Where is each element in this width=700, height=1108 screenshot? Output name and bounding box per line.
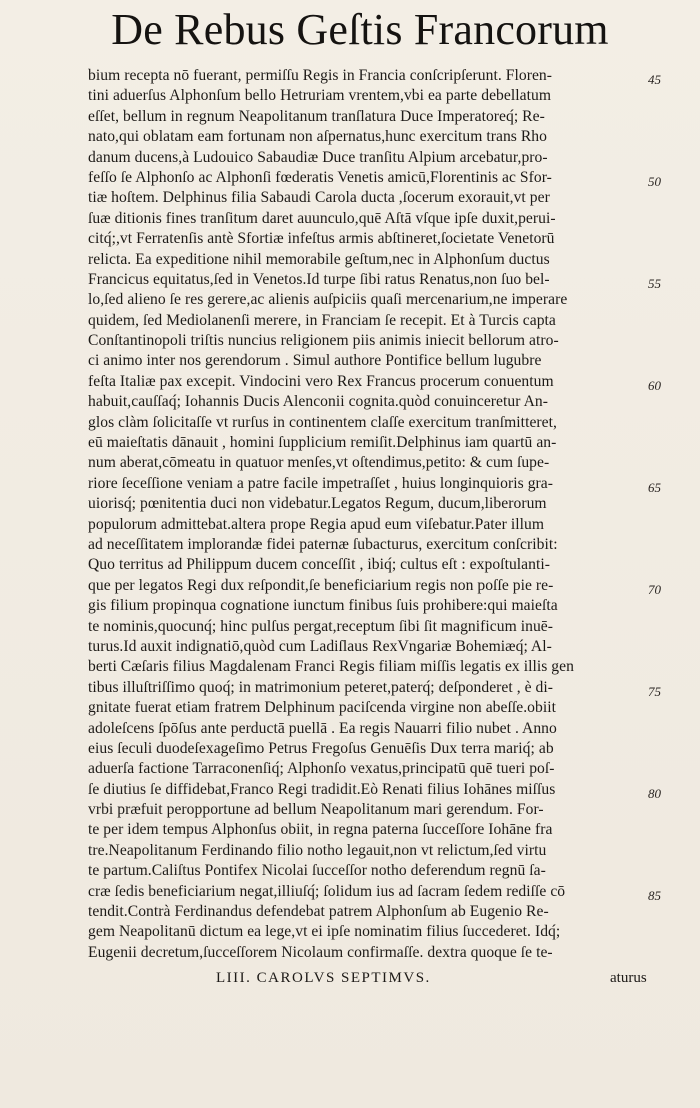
text-line: eū maieſtatis dānauit , homini ſupplicium remiſit.Delphinus iam quartū an- (88, 434, 557, 452)
body-text (88, 66, 654, 963)
margin-number: 45 (648, 72, 661, 87)
text-line: lo,ſed alieno ſe res gerere,ac alienis auſpiciis quaſi mercenarium,ne imperare (88, 291, 568, 309)
text-line: turus.Id auxit indignatiō,quòd cum Ladiſlaus RexVngariæ Bohemiæq́; Al- (88, 637, 552, 655)
text-line: tiæ hoſtem. Delphinus filia Sabaudi Carola ducta ,ſocerum exorauit,vt per (88, 189, 550, 207)
text-line: ſuæ ditionis fines tranſitum daret auunculo,quē Aſtā vſque ipſe duxit,perui- (88, 209, 556, 227)
text-line: Eugenii decretum,ſucceſſorem Nicolaum confirmaſſe. dextra quoque ſe te- (88, 943, 553, 961)
margin-number: 50 (648, 174, 661, 189)
text-line: te partum.Caliſtus Pontifex Nicolai ſucceſſor notho deferendum regnū ſa- (88, 862, 546, 880)
margin-number: 80 (648, 786, 661, 801)
text-line: nato,qui oblatam eam fortunam non aſpernatus,hunc exercitum trans Rho (88, 128, 548, 146)
running-footer: LIII. CAROLVS SEPTIMVS. (216, 970, 431, 986)
catchword: aturus (610, 970, 647, 986)
text-line: ſe diutius ſe diffidebat,Franco Regi tradidit.Eò Renati filius Iohānes miſſus (88, 780, 556, 798)
text-line: populorum admittebat.altera prope Regia apud eum viſebatur.Pater illum (88, 515, 545, 533)
text-line: adoleſcens ſpōſus ante perductā puellā . Ea regis Nauarri filio nubet . Anno (88, 719, 557, 737)
text-line: bium recepta nō fuerant, permiſſu Regis in Francia conſcripſerunt. Floren- (88, 67, 553, 84)
text-line: habuit,cauſſaq́; Iohannis Ducis Alenconii cognita.quòd conuinceretur An- (88, 393, 548, 411)
text-line: riore ſeceſſione veniam a patre facile impetraſſet , huius longinquioris gra- (88, 474, 553, 492)
text-line: gis filium propinqua cognatione iunctum finibus ſuis prohibere:qui maieſta (88, 597, 558, 615)
text-line: uiorisq́; pœnitentia duci non videbatur.Legatos Regum, ducum,liberorum (88, 495, 547, 513)
text-line: tibus illuſtriſſimo quoq́; in matrimonium peteret,paterq́; deſponderet , è di- (88, 678, 554, 696)
text-line: gem Neapolitanū dictum ea lege,vt ei ipſe nominatim filius ſuccederet. Idq́; (88, 923, 561, 941)
margin-number: 85 (648, 888, 661, 903)
margin-number: 60 (648, 378, 661, 393)
margin-number: 65 (648, 480, 661, 495)
margin-number: 75 (648, 684, 661, 699)
page-title: De Rebus Geſtis Francorum (111, 5, 609, 54)
text-line: te nominis,quocunq́; hinc pulſus pergat,receptum ſibi ſit magnificum inuē- (88, 617, 554, 635)
text-line: ad neceſſitatem implorandæ fidei paternæ ſubacturus, exercitum conſcribit: (88, 535, 558, 553)
text-line: berti Cæſaris filius Magdalenam Franci Regis filiam miſſis legatis ex illis gen (88, 658, 574, 676)
text-line: gnitate fuerat etiam fratrem Delphinum paciſcenda virgine non abeſſe.obiit (88, 699, 557, 717)
text-line: Francicus equitatus,ſed in Venetos.Id turpe ſibi ratus Renatus,non ſuo bel- (88, 270, 550, 288)
text-line: feſta Italiæ pax excepit. Vindocini vero Rex Francus procerum conuentum (88, 372, 554, 390)
text-line: relicta. Ea expeditione nihil memorabile geſtum,nec in Alphonſum ductus (88, 250, 550, 268)
text-line: feſſo ſe Alphonſo ac Alphonſi fœderatis Venetis amicū,Florentinis ac Sfor- (88, 168, 552, 186)
text-line: aduerſa factione Tarraconenſiq́; Alphonſo vexatus,principatū quē tueri poſ- (88, 760, 555, 778)
text-line: ci animo inter nos gerendorum . Simul authore Pontifice bellum lugubre (88, 352, 542, 370)
text-line: cræ ſedis beneficiarium negat,illiuſq́; ſolidum ius ad ſacram ſedem rediſſe cō (88, 882, 566, 900)
text-line: eius ſeculi duodeſexageſimo Petrus Fregoſus Genuēſis Dux terra mariq́; ab (88, 739, 554, 757)
text-line: eſſet, bellum in regnum Neapolitanum tranſlatura Duce Imperatoreq́; Re- (88, 107, 545, 125)
text-line: vrbi præfuit peropportune ad bellum Neapolitanum mari gerendum. For- (88, 801, 544, 819)
text-line: Conſtantinopoli triſtis nuncius religionem piis animis iniecit bellorum atro- (88, 332, 559, 350)
margin-number: 70 (648, 582, 661, 597)
text-line: glos clàm ſolicitaſſe vt rurſus in continentem claſſe exercitum tranſmitteret, (88, 413, 557, 431)
text-line: tini aduerſus Alphonſum bello Hetruriam vrentem,vbi ea parte debellatum (88, 87, 552, 105)
text-line: citq́;,vt Ferratenſis antè Sfortiæ infeſtus armis abſtineret,ſocietate Venetorū (88, 230, 555, 248)
text-line: te per idem tempus Alphonſus obiit, in regna paterna ſucceſſore Iohāne fra (88, 821, 553, 839)
text-line: tre.Neapolitanum Ferdinando filio notho legauit,non vt relictum,ſed virtu (88, 841, 547, 859)
text-line: que per legatos Regi dux reſpondit,ſe beneficiarium regis non poſſe pie re- (88, 576, 554, 594)
text-line: Quo territus ad Philippum ducem conceſſit , ibiq́; cultus eſt : expoſtulanti- (88, 556, 551, 574)
text-line: tendit.Contrà Ferdinandus defendebat patrem Alphonſum ab Eugenio Re- (88, 903, 549, 921)
text-line: quidem, ſed Mediolanenſi merere, in Franciam ſe recepit. Et à Turcis capta (88, 311, 556, 329)
margin-number: 55 (648, 276, 661, 291)
text-line: danum ducens,à Ludouico Sabaudiæ Duce tranſitu Alpium arcebatur,pro- (88, 148, 548, 166)
text-line: num aberat,cōmeatu in quatuor menſes,vt oſtendimus,petito: & cum ſupe- (88, 454, 550, 472)
